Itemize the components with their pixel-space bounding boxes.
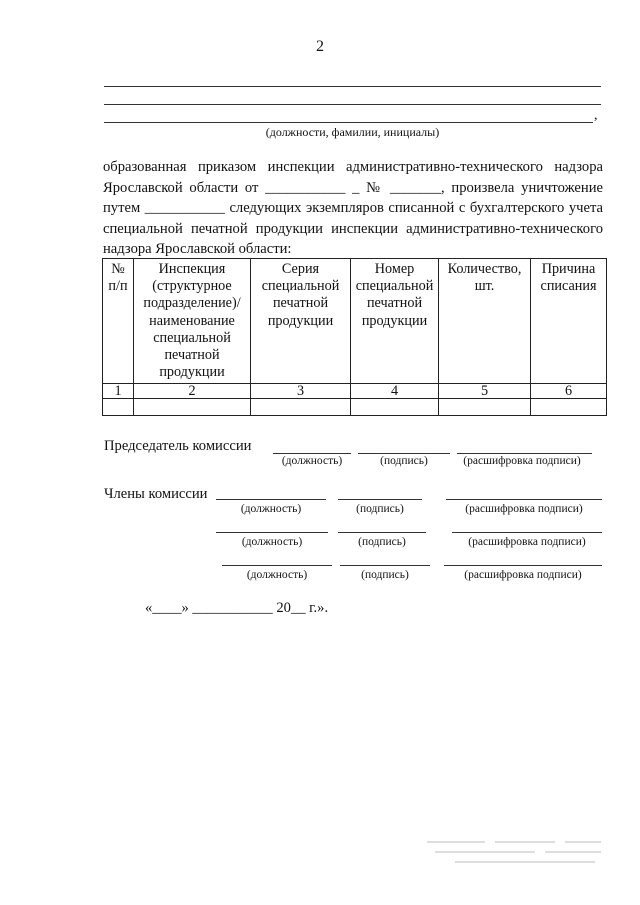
chairman-name-line — [457, 453, 592, 454]
member-2-position-line — [216, 532, 328, 533]
column-number-cell: 4 — [351, 384, 439, 399]
header-cell-reason: Причина списания — [531, 259, 607, 384]
member-2-name-line — [452, 532, 602, 533]
member-2-caption-name: (расшифровка подписи) — [468, 536, 586, 548]
table-header-row — [103, 259, 607, 384]
member-1-name-line — [446, 499, 602, 500]
column-number-cell: 2 — [134, 384, 251, 399]
empty-cell — [439, 399, 531, 416]
column-number-cell: 1 — [103, 384, 134, 399]
header-cell-quantity: Количество, шт. — [439, 259, 531, 384]
header-cell-series: Серия специальной печатной продукции — [251, 259, 351, 384]
member-1-position-line — [216, 499, 326, 500]
table-row-empty — [103, 399, 607, 416]
member-3-signature-line — [340, 565, 430, 566]
chairman-signature-line — [358, 453, 450, 454]
chairman-caption-position: (должность) — [281, 455, 343, 467]
empty-cell — [351, 399, 439, 416]
faint-stamp-mark — [425, 838, 605, 868]
member-1-caption-signature: (подпись) — [356, 503, 404, 515]
chairman-label: Председатель комиссии — [104, 438, 252, 454]
member-1-caption-name: (расшифровка подписи) — [465, 503, 583, 515]
trailing-comma: , — [594, 108, 598, 123]
date-line: «____» ___________ 20__ г.». — [145, 600, 329, 616]
member-3-caption-signature: (подпись) — [361, 569, 409, 581]
members-label: Члены комиссии — [104, 486, 208, 502]
destruction-table — [102, 258, 607, 416]
page-number: 2 — [316, 38, 324, 55]
table-row-column-numbers — [103, 384, 607, 399]
intro-paragraph: образованная приказом инспекции административно-технического надзора Ярославской области от ___________ _ № _______, произвела уничтожение путем ___________ следующих экземпляров списанной с бухгалтерского учета специальной печатной продукции инспекции административно-технического надзора Ярославской области: — [103, 159, 603, 257]
header-cell-number-product: Номер специальной печатной продукции — [351, 259, 439, 384]
member-3-caption-name: (расшифровка подписи) — [464, 569, 582, 581]
empty-cell — [103, 399, 134, 416]
blank-line-1 — [104, 86, 601, 87]
chairman-caption-name: (расшифровка подписи) — [463, 455, 581, 467]
chairman-caption-signature: (подпись) — [380, 455, 428, 467]
member-2-signature-line — [338, 532, 426, 533]
chairman-position-line — [273, 453, 351, 454]
blank-line-3 — [104, 122, 593, 123]
empty-cell — [251, 399, 351, 416]
column-number-cell: 6 — [531, 384, 607, 399]
member-3-caption-position: (должность) — [246, 569, 308, 581]
empty-cell — [134, 399, 251, 416]
blank-line-2 — [104, 104, 601, 105]
member-2-caption-signature: (подпись) — [358, 536, 406, 548]
member-3-name-line — [444, 565, 602, 566]
empty-cell — [531, 399, 607, 416]
column-number-cell: 5 — [439, 384, 531, 399]
member-2-caption-position: (должность) — [241, 536, 303, 548]
header-cell-number: № п/п — [103, 259, 134, 384]
member-1-signature-line — [338, 499, 422, 500]
member-3-position-line — [222, 565, 332, 566]
header-caption: (должности, фамилии, инициалы) — [265, 125, 440, 139]
header-cell-inspection: Инспекция (структурное подразделение)/ наименование специальной печатной продукции — [134, 259, 251, 384]
column-number-cell: 3 — [251, 384, 351, 399]
member-1-caption-position: (должность) — [240, 503, 302, 515]
